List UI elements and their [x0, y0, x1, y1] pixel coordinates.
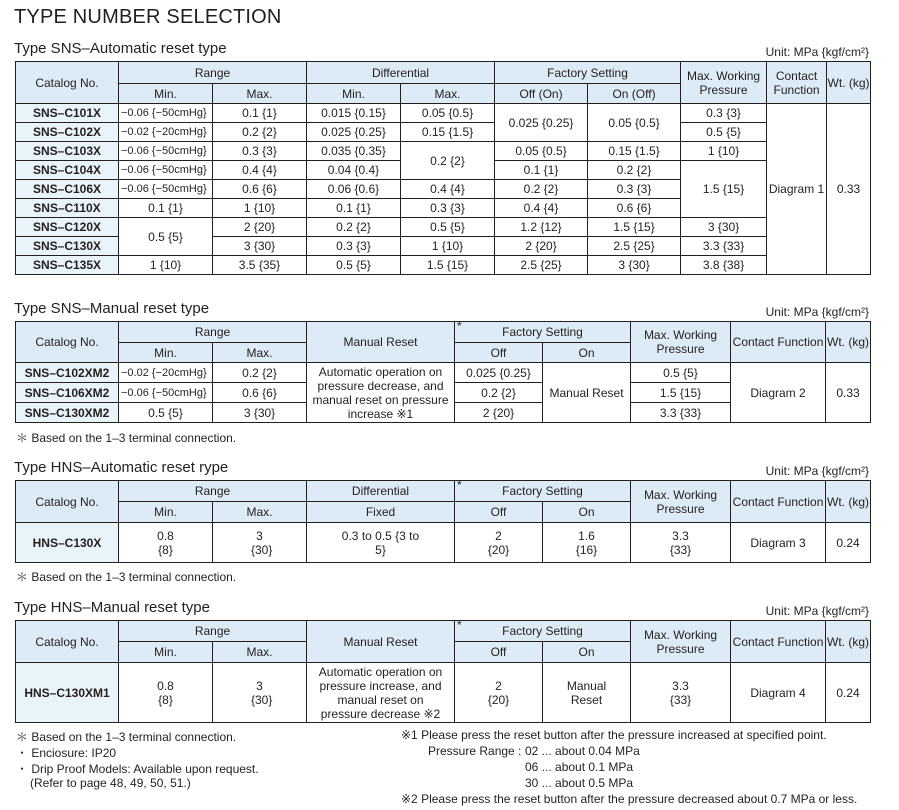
factory-off: 0.05 {0.5}	[495, 142, 588, 161]
unit-label: Unit: MPa {kgf/cm²}	[765, 305, 869, 319]
unit-label: Unit: MPa {kgf/cm²}	[765, 45, 869, 59]
header-range: Range	[119, 62, 307, 84]
table-row	[16, 142, 871, 161]
sns-auto-table	[15, 61, 871, 275]
footnote-1: ※1 Please press the reset button after the pressure increased at specified point.	[401, 728, 827, 742]
header-wt: Wt. (kg)	[826, 481, 871, 523]
contact-function: Diagram 2	[731, 363, 826, 423]
header-catalog: Catalog No.	[16, 322, 119, 363]
catalog-no: SNS–C130X	[16, 237, 119, 256]
range-max: 0.6 {6}	[213, 383, 307, 403]
range-min: −0.06 {−50cmHg}	[119, 104, 213, 123]
catalog-no: SNS–C103X	[16, 142, 119, 161]
header-diff-min: Min.	[307, 84, 401, 104]
factory-on: Manual Reset	[543, 363, 631, 423]
header-range: Range	[119, 621, 307, 642]
catalog-no: SNS–C101X	[16, 104, 119, 123]
header-range: Range	[119, 481, 307, 502]
range-max: 0.1 {1}	[213, 104, 307, 123]
header-differential: Differential	[307, 62, 495, 84]
catalog-no: SNS–C120X	[16, 218, 119, 237]
range-min: −0.06 {−50cmHg}	[119, 161, 213, 180]
diff-max: 1.5 {15}	[401, 256, 495, 275]
max-working-pressure: 3.3 {33}	[631, 523, 731, 563]
footnote-2: ※2 Please press the reset button after the pressure decreased about 0.7 MPa or less.	[401, 792, 858, 806]
table-row	[16, 256, 871, 275]
header-range-max: Max.	[213, 502, 307, 523]
diff-max: 0.3 {3}	[401, 199, 495, 218]
manual-reset-text: Automatic operation on pressure increase, and manual reset on pressure decrease ※2	[307, 663, 455, 723]
factory-off: 0.4 {4}	[495, 199, 588, 218]
weight: 0.33	[827, 104, 871, 275]
max-working-pressure: 3.3 {33}	[681, 237, 767, 256]
header-off: Off	[455, 642, 543, 663]
hns-auto-table	[15, 480, 871, 563]
diff-max: 0.15 {1.5}	[401, 123, 495, 142]
header-factory	[455, 618, 631, 642]
asterisk-mark: *	[457, 319, 462, 333]
manual-reset-text: Automatic operation on pressure decrease, and manual reset on pressure increase ※1	[307, 363, 455, 423]
range-max: 3 {30}	[213, 403, 307, 423]
diff-max: 0.5 {5}	[401, 218, 495, 237]
factory-off: 0.2 {2}	[455, 383, 543, 403]
factory-off: 2 {20}	[455, 403, 543, 423]
section-title-hns-auto: Type HNS–Automatic reset rype	[14, 459, 229, 476]
header-contact: Contact Function	[731, 481, 826, 523]
header-factory	[455, 319, 631, 343]
factory-on: 1.6 {16}	[543, 523, 631, 563]
catalog-no: SNS–C102XM2	[16, 363, 119, 383]
range-max: 1 {10}	[213, 199, 307, 218]
header-off: Off	[455, 502, 543, 523]
range-max: 3.5 {35}	[213, 256, 307, 275]
factory-off: 2.5 {25}	[495, 256, 588, 275]
range-min: −0.06 {−50cmHg}	[119, 383, 213, 403]
footnote-terminal: ＊ Based on the 1–3 terminal connection.	[16, 730, 237, 744]
range-max: 3 {30}	[213, 663, 307, 723]
catalog-no: SNS–C130XM2	[16, 403, 119, 423]
header-factory: Factory Setting	[495, 62, 681, 84]
diff-fixed: 0.3 to 0.5 {3 to 5}	[307, 523, 455, 563]
header-contact: Contact Function	[731, 621, 826, 663]
header-diff-max: Max.	[401, 84, 495, 104]
header-off: Off	[455, 343, 543, 363]
diff-min: 0.5 {5}	[307, 256, 401, 275]
range-max: 3 {30}	[213, 523, 307, 563]
header-manual-reset: Manual Reset	[307, 322, 455, 363]
contact-function: Diagram 3	[731, 523, 826, 563]
max-working-pressure: 3 {30}	[681, 218, 767, 237]
diff-min: 0.04 {0.4}	[307, 161, 401, 180]
header-contact: Contact Function	[731, 322, 826, 363]
range-min: −0.02 {−20cmHg}	[119, 123, 213, 142]
header-range-max: Max.	[213, 343, 307, 363]
header-range-min: Min.	[119, 343, 213, 363]
header-range-min: Min.	[119, 502, 213, 523]
max-working-pressure: 3.3 {33}	[631, 663, 731, 723]
header-on: On	[543, 343, 631, 363]
catalog-no: HNS–C130XM1	[16, 663, 119, 723]
diff-min: 0.035 {0.35}	[307, 142, 401, 161]
header-range-max: Max.	[213, 642, 307, 663]
header-wt: Wt. (kg)	[826, 322, 871, 363]
header-mwp: Max. Working Pressure	[681, 62, 767, 104]
header-catalog: Catalog No.	[16, 481, 119, 523]
diff-max: 1 {10}	[401, 237, 495, 256]
diff-max: 0.4 {4}	[401, 180, 495, 199]
range-max: 0.2 {2}	[213, 363, 307, 383]
table-row	[16, 363, 871, 383]
catalog-no: SNS–C110X	[16, 199, 119, 218]
unit-label: Unit: MPa {kgf/cm²}	[765, 604, 869, 618]
factory-off: 0.1 {1}	[495, 161, 588, 180]
page-title: TYPE NUMBER SELECTION	[14, 6, 282, 28]
diff-min: 0.015 {0.15}	[307, 104, 401, 123]
range-min: 1 {10}	[119, 256, 213, 275]
diff-min: 0.1 {1}	[307, 199, 401, 218]
contact-function: Diagram 1	[767, 104, 827, 275]
catalog-no: SNS–C106XM2	[16, 383, 119, 403]
factory-on: 0.6 {6}	[588, 199, 681, 218]
catalog-no: SNS–C104X	[16, 161, 119, 180]
factory-on: 0.15 {1.5}	[588, 142, 681, 161]
max-working-pressure: 0.3 {3}	[681, 104, 767, 123]
pressure-range-30: 30 ... about 0.5 MPa	[525, 776, 634, 790]
catalog-no: HNS–C130X	[16, 523, 119, 563]
header-manual-reset: Manual Reset	[307, 621, 455, 663]
footnote-drip-proof: ・ Drip Proof Models: Available upon request.	[16, 762, 259, 776]
weight: 0.24	[826, 523, 871, 563]
header-factory-label: Factory Setting	[502, 484, 583, 498]
factory-off: 2 {20}	[495, 237, 588, 256]
terminal-note: ＊ Based on the 1–3 terminal connection.	[16, 570, 237, 584]
header-catalog: Catalog No.	[16, 621, 119, 663]
diff-min: 0.2 {2}	[307, 218, 401, 237]
pressure-range-label: Pressure Range :	[428, 744, 522, 758]
table-row	[16, 218, 871, 237]
header-fixed: Fixed	[307, 502, 455, 523]
header-range-min: Min.	[119, 84, 213, 104]
header-wt: Wt. (kg)	[827, 62, 871, 104]
factory-on: 0.3 {3}	[588, 180, 681, 199]
factory-off: 0.025 {0.25}	[455, 363, 543, 383]
asterisk-mark: *	[457, 478, 462, 492]
table-row	[16, 523, 871, 563]
max-working-pressure: 1.5 {15}	[681, 161, 767, 218]
table-row	[16, 123, 871, 142]
factory-on: 0.2 {2}	[588, 161, 681, 180]
catalog-no: SNS–C135X	[16, 256, 119, 275]
section-title-sns-manual: Type SNS–Manual reset type	[14, 300, 210, 317]
header-off-on: Off (On)	[495, 84, 588, 104]
range-min: −0.02 {−20cmHg}	[119, 363, 213, 383]
factory-on: 1.5 {15}	[588, 218, 681, 237]
max-working-pressure: 1.5 {15}	[631, 383, 731, 403]
factory-off: 0.2 {2}	[495, 180, 588, 199]
factory-off: 2 {20}	[455, 523, 543, 563]
header-catalog: Catalog No.	[16, 62, 119, 104]
range-min: −0.06 {−50cmHg}	[119, 180, 213, 199]
contact-function: Diagram 4	[731, 663, 826, 723]
header-on: On	[543, 502, 631, 523]
max-working-pressure: 0.5 {5}	[681, 123, 767, 142]
section-title-sns-auto: Type SNS–Automatic reset type	[14, 40, 227, 57]
diff-min: 0.06 {0.6}	[307, 180, 401, 199]
factory-off: 0.025 {0.25}	[495, 104, 588, 142]
catalog-no: SNS–C106X	[16, 180, 119, 199]
table-row	[16, 104, 871, 123]
unit-label: Unit: MPa {kgf/cm²}	[765, 464, 869, 478]
diff-max: 0.05 {0.5}	[401, 104, 495, 123]
range-min: 0.8 {8}	[119, 523, 213, 563]
max-working-pressure: 3.8 {38}	[681, 256, 767, 275]
footnote-enclosure: ・ Enciosure: IP20	[16, 746, 117, 760]
range-min: 0.5 {5}	[119, 403, 213, 423]
section-title-hns-manual: Type HNS–Manual reset type	[14, 599, 210, 616]
diff-min: 0.025 {0.25}	[307, 123, 401, 142]
header-range: Range	[119, 322, 307, 343]
diff-max: 0.2 {2}	[401, 142, 495, 180]
factory-off: 2 {20}	[455, 663, 543, 723]
range-min: 0.1 {1}	[119, 199, 213, 218]
sns-manual-table	[15, 321, 871, 423]
header-contact: Contact Function	[767, 62, 827, 104]
header-differential: Differential	[307, 481, 455, 502]
diff-min: 0.3 {3}	[307, 237, 401, 256]
range-min: 0.8 {8}	[119, 663, 213, 723]
factory-off: 1.2 {12}	[495, 218, 588, 237]
header-mwp: Max. Working Pressure	[631, 322, 731, 363]
header-mwp: Max. Working Pressure	[631, 621, 731, 663]
factory-on: 2.5 {25}	[588, 237, 681, 256]
factory-on: 3 {30}	[588, 256, 681, 275]
factory-on: Manual Reset	[543, 663, 631, 723]
header-range-max: Max.	[213, 84, 307, 104]
range-max: 0.3 {3}	[213, 142, 307, 161]
weight: 0.33	[826, 363, 871, 423]
table-row	[16, 663, 871, 723]
range-max: 0.6 {6}	[213, 180, 307, 199]
header-factory	[455, 478, 631, 502]
pressure-range-06: 06 ... about 0.1 MPa	[525, 760, 634, 774]
terminal-note: ＊ Based on the 1–3 terminal connection.	[16, 431, 237, 445]
factory-on: 0.05 {0.5}	[588, 104, 681, 142]
weight: 0.24	[826, 663, 871, 723]
pressure-range-02: 02 ... about 0.04 MPa	[525, 744, 640, 758]
header-range-min: Min.	[119, 642, 213, 663]
range-min: 0.5 {5}	[119, 218, 213, 256]
asterisk-mark: *	[457, 618, 462, 632]
range-max: 0.4 {4}	[213, 161, 307, 180]
catalog-no: SNS–C102X	[16, 123, 119, 142]
hns-manual-table	[15, 620, 871, 723]
max-working-pressure: 3.3 {33}	[631, 403, 731, 423]
range-min: −0.06 {−50cmHg}	[119, 142, 213, 161]
header-factory-label: Factory Setting	[502, 325, 583, 339]
header-on-off: On (Off)	[588, 84, 681, 104]
max-working-pressure: 0.5 {5}	[631, 363, 731, 383]
max-working-pressure: 1 {10}	[681, 142, 767, 161]
range-max: 3 {30}	[213, 237, 307, 256]
range-max: 0.2 {2}	[213, 123, 307, 142]
header-factory-label: Factory Setting	[502, 624, 583, 638]
range-max: 2 {20}	[213, 218, 307, 237]
header-mwp: Max. Working Pressure	[631, 481, 731, 523]
header-wt: Wt. (kg)	[826, 621, 871, 663]
footnote-refer: (Refer to page 48, 49, 50, 51.)	[30, 776, 191, 790]
header-on: On	[543, 642, 631, 663]
